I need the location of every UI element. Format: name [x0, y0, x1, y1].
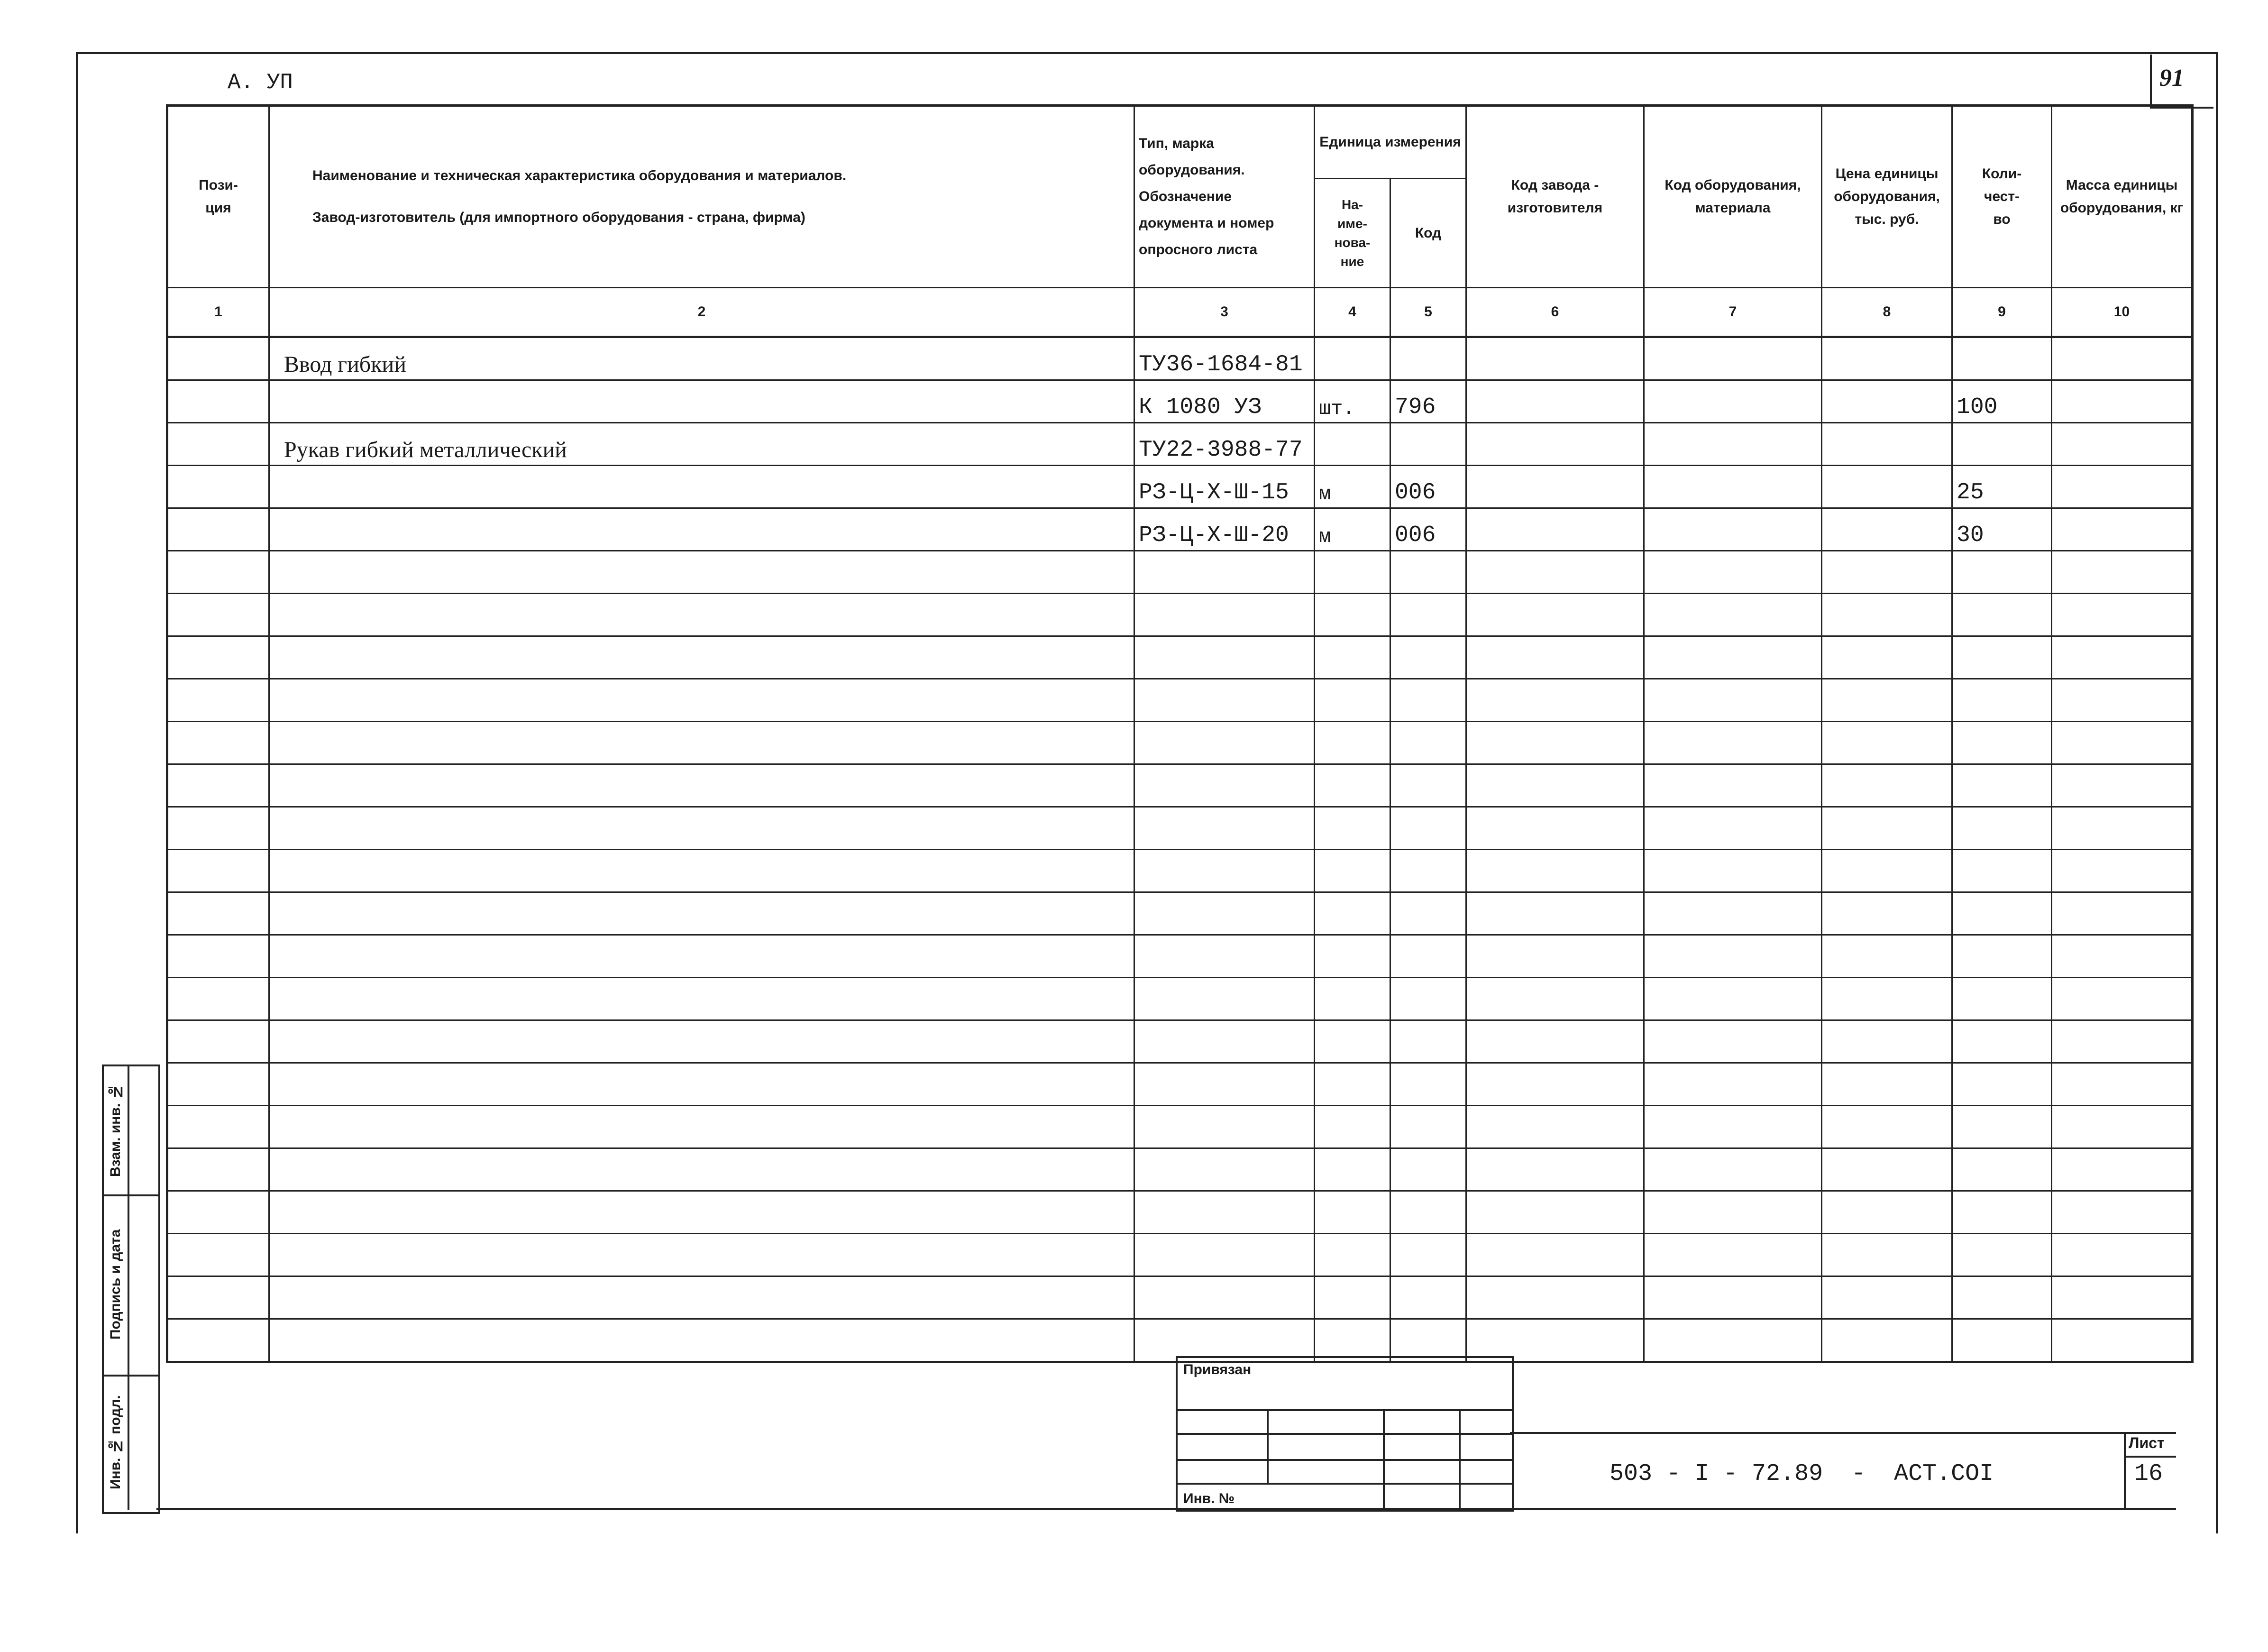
- header-name: [269, 106, 1134, 288]
- cell-unit: [1315, 423, 1390, 466]
- table-row-empty: [167, 892, 2193, 935]
- cell-pos: [167, 337, 269, 380]
- cell-name: [269, 508, 1134, 551]
- table-row-empty: [167, 722, 2193, 764]
- header-type: Тип, марка оборудования. Обозначение документа и номер опросного листа: [1134, 106, 1315, 288]
- cell-equip: [1644, 508, 1822, 551]
- cell-equip: [1644, 423, 1822, 466]
- sidebar-inv: Инв. № подл.: [108, 1395, 123, 1490]
- cell-price: [1822, 508, 1952, 551]
- header-position: Пози- ция: [167, 106, 269, 288]
- cell-price: [1822, 380, 1952, 423]
- stamp-grid: [1178, 1358, 1512, 1510]
- sheet-number: 91: [2159, 64, 2184, 92]
- cell-unit: м: [1315, 508, 1390, 551]
- column-number: 3: [1134, 288, 1315, 337]
- cell-mass: [2052, 466, 2193, 508]
- table-row: [167, 337, 2193, 380]
- sidebar-vzam: Взам. инв. №: [108, 1083, 123, 1177]
- column-number: 1: [167, 288, 269, 337]
- table-row-empty: [167, 1191, 2193, 1234]
- list-label: Лист: [2129, 1434, 2165, 1451]
- column-number: 8: [1822, 288, 1952, 337]
- header-quantity: Коли- чест- во: [1952, 106, 2052, 288]
- cell-factory: [1466, 380, 1644, 423]
- cell-mass: [2052, 423, 2193, 466]
- column-number: 9: [1952, 288, 2052, 337]
- table-row-empty: [167, 1276, 2193, 1319]
- header-name-line2: Завод-изготовитель (для импортного оборудования - страна, фирма): [312, 210, 805, 225]
- frame-bottom-line: [156, 1508, 2176, 1510]
- table-row-empty: [167, 1020, 2193, 1063]
- sidebar-cell-vzam: [104, 1066, 158, 1196]
- binding-stamp: [1176, 1356, 1514, 1512]
- table-row-empty: [167, 935, 2193, 978]
- column-number: 10: [2052, 288, 2193, 337]
- table-row-empty: [167, 1319, 2193, 1362]
- cell-price: [1822, 423, 1952, 466]
- table-row-empty: [167, 551, 2193, 594]
- table-row-empty: [167, 636, 2193, 679]
- approval-sidebar: [102, 1065, 160, 1514]
- table-row-empty: [167, 807, 2193, 850]
- cell-factory: [1466, 337, 1644, 380]
- cell-name: Ввод гибкий: [269, 337, 1134, 380]
- sidebar-cell-inv: [104, 1375, 158, 1510]
- cell-equip: [1644, 337, 1822, 380]
- cell-pos: [167, 423, 269, 466]
- column-number-row: [167, 288, 2193, 337]
- cell-name: [269, 380, 1134, 423]
- cell-factory: [1466, 466, 1644, 508]
- sidebar-podpis: Подпись и дата: [108, 1229, 123, 1340]
- cell-qty: 30: [1952, 508, 2052, 551]
- table-row-empty: [167, 679, 2193, 722]
- table-row-empty: [167, 764, 2193, 807]
- cell-qty: 25: [1952, 466, 2052, 508]
- header-unit-name: На- име- нова- ние: [1315, 179, 1390, 288]
- table-row-empty: [167, 594, 2193, 636]
- cell-code: 006: [1390, 508, 1466, 551]
- table-row-empty: [167, 1063, 2193, 1106]
- cell-unit: шт.: [1315, 380, 1390, 423]
- cell-equip: [1644, 380, 1822, 423]
- table-row: [167, 380, 2193, 423]
- cell-unit: м: [1315, 466, 1390, 508]
- list-number: 16: [2134, 1460, 2163, 1487]
- cell-factory: [1466, 423, 1644, 466]
- column-number: 5: [1390, 288, 1466, 337]
- header-equipment-code: Код оборудования, материала: [1644, 106, 1822, 288]
- cell-qty: [1952, 423, 2052, 466]
- cell-factory: [1466, 508, 1644, 551]
- column-number: 7: [1644, 288, 1822, 337]
- sidebar-cell-podpis: [104, 1194, 158, 1377]
- table-row-empty: [167, 1234, 2193, 1276]
- table-row-empty: [167, 1148, 2193, 1191]
- column-number: 2: [269, 288, 1134, 337]
- cell-price: [1822, 337, 1952, 380]
- cell-type: ТУ22-3988-77: [1134, 423, 1315, 466]
- cell-type: ТУ36-1684-81: [1134, 337, 1315, 380]
- column-number: 4: [1315, 288, 1390, 337]
- cell-mass: [2052, 380, 2193, 423]
- column-number: 6: [1466, 288, 1644, 337]
- stamp-inv-no: Инв. №: [1183, 1491, 1235, 1506]
- cell-code: [1390, 423, 1466, 466]
- header-code: А. УП: [228, 70, 293, 95]
- cell-price: [1822, 466, 1952, 508]
- cell-mass: [2052, 508, 2193, 551]
- cell-unit: [1315, 337, 1390, 380]
- specification-body: [167, 337, 2193, 1362]
- table-row: [167, 466, 2193, 508]
- cell-type: К 1080 УЗ: [1134, 380, 1315, 423]
- cell-pos: [167, 508, 269, 551]
- cell-pos: [167, 466, 269, 508]
- cell-type: РЗ-Ц-Х-Ш-15: [1134, 466, 1315, 508]
- cell-code: 006: [1390, 466, 1466, 508]
- cell-type: РЗ-Ц-Х-Ш-20: [1134, 508, 1315, 551]
- cell-code: 796: [1390, 380, 1466, 423]
- cell-code: [1390, 337, 1466, 380]
- table-row-empty: [167, 850, 2193, 892]
- header-factory-code: Код завода - изготовителя: [1466, 106, 1644, 288]
- specification-table: [166, 104, 2194, 1363]
- document-code: 503 - I - 72.89 - АСТ.СОI: [1610, 1460, 1994, 1487]
- cell-mass: [2052, 337, 2193, 380]
- table-row-empty: [167, 1106, 2193, 1148]
- cell-name: [269, 466, 1134, 508]
- table-row: [167, 423, 2193, 466]
- cell-pos: [167, 380, 269, 423]
- header-unit: Единица измерения: [1315, 106, 1466, 179]
- cell-equip: [1644, 466, 1822, 508]
- header-mass: Масса единицы оборудования, кг: [2052, 106, 2193, 288]
- table-row-empty: [167, 978, 2193, 1020]
- header-name-line1: Наименование и техническая характеристика оборудования и материалов.: [312, 168, 847, 184]
- header-price: Цена единицы оборудования, тыс. руб.: [1822, 106, 1952, 288]
- stamp-privyazan: Привязан: [1183, 1362, 1252, 1377]
- header-unit-code: Код: [1390, 179, 1466, 288]
- cell-qty: 100: [1952, 380, 2052, 423]
- cell-qty: [1952, 337, 2052, 380]
- table-row: [167, 508, 2193, 551]
- cell-name: Рукав гибкий металлический: [269, 423, 1134, 466]
